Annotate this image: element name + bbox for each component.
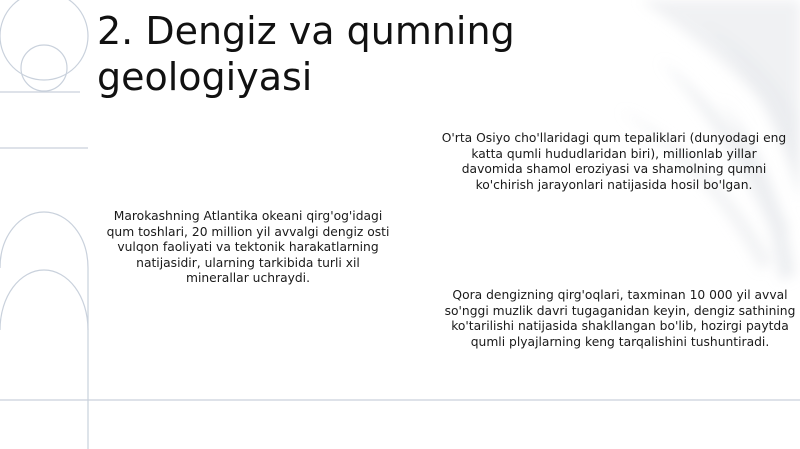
paragraph-central-asia: O'rta Osiyo cho'llaridagi qum tepaliklari (dunyodagi eng katta qumli hududlaridan biri), millionlab yillar davomida shamol eroziyasi va shamolning qumni ko'chirish jarayonlari natijasida hosil bo'lgan. <box>441 131 787 192</box>
paragraph-black-sea: Qora dengizning qirg'oqlari, taxminan 10 000 yil avval so'nggi muzlik davri tugaganidan keyin, dengiz sathining ko'tarilishi natijasida shakllangan bo'lib, hozirgi paytda qumli plyajlarning keng tarqalishini tushuntiradi. <box>444 288 796 349</box>
paragraph-morocco: Marokashning Atlantika okeani qirg'og'idagi qum toshlari, 20 million yil avvalgi dengiz osti vulqon faoliyati va tektonik harakatlarning natijasidir, ularning tarkibida turli xil minerallar uchraydi. <box>106 209 390 285</box>
slide-title: 2. Dengiz va qumning geologiyasi <box>97 9 515 99</box>
